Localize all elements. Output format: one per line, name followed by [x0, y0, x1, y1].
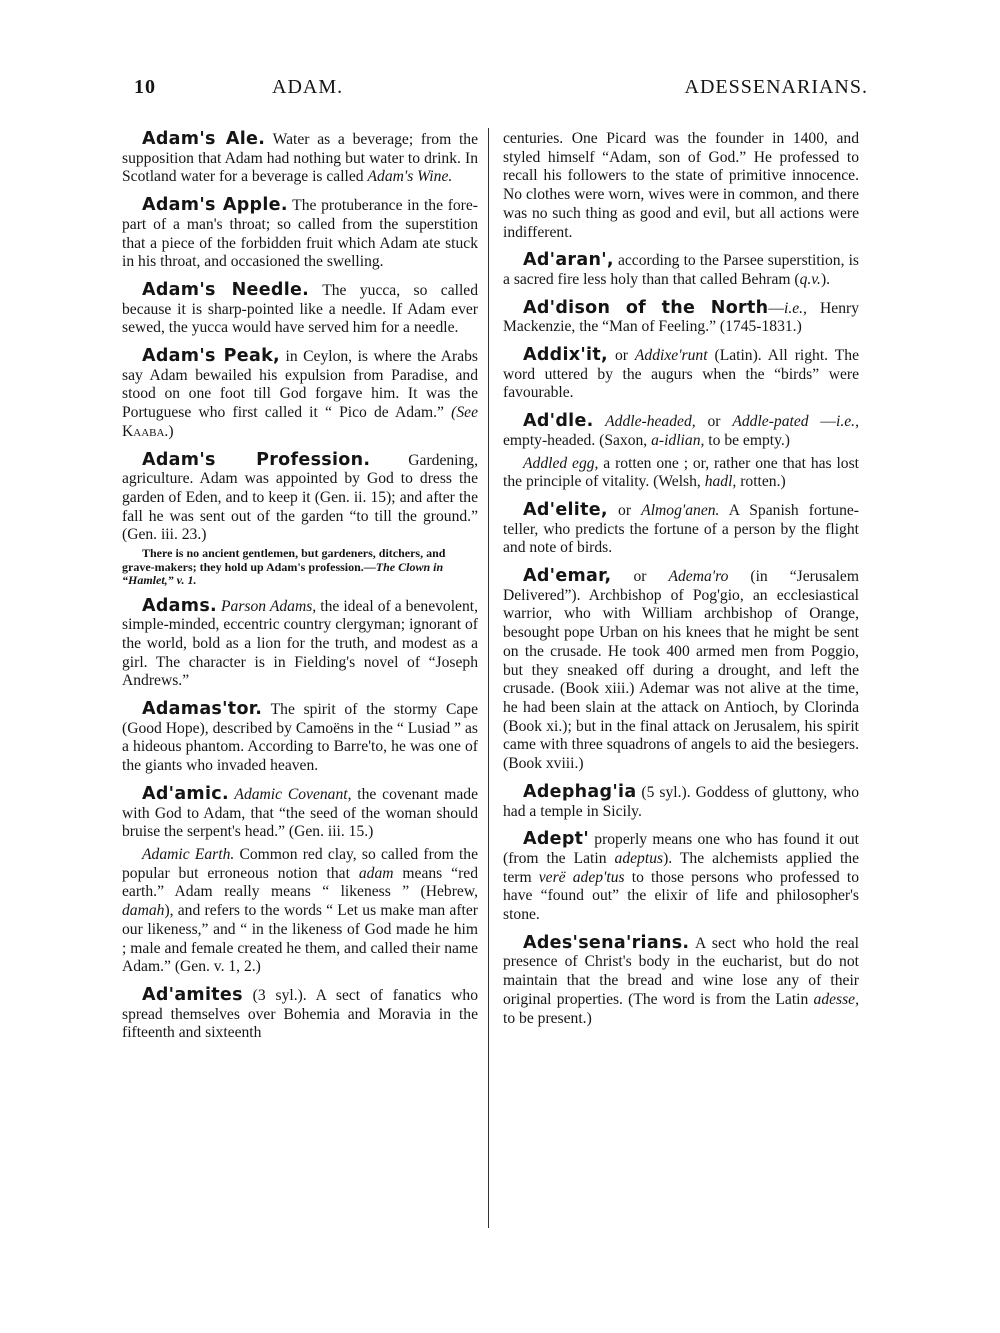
italic-term: Adamic Earth.	[142, 846, 235, 863]
headword: Adam's Profession.	[142, 449, 371, 470]
headword: Adamas'tor.	[142, 699, 263, 720]
definition: Henry Mackenzie, the “Man of Feeling.” (1745-1831.)	[503, 299, 859, 336]
headword: Adam's Apple.	[142, 195, 288, 216]
definition: (Latin). All right. The word uttered by the augurs when the “birds” were favourable.	[503, 347, 859, 402]
headword: Ad'emar,	[523, 566, 612, 587]
right-column	[503, 130, 859, 1235]
headword: Ad'aran',	[523, 250, 614, 271]
definition: a rotten one ; or, rather one that has lost the principle of vitality. (Welsh,	[503, 454, 859, 491]
definition: in Ceylon, is where the Arabs say Adam bewailed his expulsion from Paradise, and stood on one foot till God forgave him. It was the Portuguese who first called it “ Pico de Adam.”	[122, 348, 478, 422]
quote-source: The Clown in “Hamlet,” v. 1.	[122, 559, 444, 588]
entry-adephagia	[503, 783, 859, 821]
definition: (3 syl.). A sect of fanatics who spread themselves over Bohemia and Moravia in the fifteenth and sixteenth	[122, 986, 478, 1042]
definition: The spirit of the stormy Cape (Good Hope), described by Camoëns in the “ Lusiad ” as a hideous phantom. According to Barre'to, he was one of the giants who invaded heaven.	[122, 701, 478, 775]
headword: Adept'	[523, 829, 589, 850]
entry-adams-apple	[122, 196, 478, 272]
cross-reference: Kaaba.)	[122, 422, 174, 440]
definition: or	[607, 347, 635, 365]
entry-adamites-continued	[503, 130, 859, 242]
headword: Addix'it,	[523, 345, 608, 366]
see-reference: (See	[451, 404, 478, 422]
entry-addixit	[503, 346, 859, 403]
italic-term: a-idlian,	[651, 431, 705, 449]
left-guide-word: ADAM.	[272, 76, 344, 98]
italic-term: Addle-headed,	[593, 413, 696, 431]
italic-term: Parson Adams,	[216, 597, 317, 615]
definition: —	[808, 413, 837, 431]
headword: Ad'amic.	[142, 783, 229, 804]
headword: Adam's Needle.	[142, 279, 310, 300]
headword: Ad'amites	[142, 984, 243, 1005]
headword: Adam's Ale.	[142, 130, 266, 149]
definition: properly means one who has found it out (from the Latin	[503, 831, 859, 867]
definition: to those persons who professed to have “found out” the elixir of life and philosopher's stone.	[503, 868, 859, 924]
italic-term: damah	[122, 902, 165, 920]
definition: Common red clay, so called from the popular but erroneous notion that	[122, 846, 478, 882]
headword: Adams.	[142, 595, 217, 616]
right-guide-word: ADESSENARIANS.	[684, 76, 868, 98]
entry-adams	[122, 597, 478, 692]
definition: Gardening, agriculture. Adam was appointed by God to dress the garden of Eden, and to keep it (Gen. ii. 15); and after the fall he was sent out of the garden “to till the ground.” (Gen. iii. 23.)	[122, 451, 478, 544]
italic-term: Adam's Wine.	[367, 168, 453, 186]
definition: (5 syl.). Goddess of gluttony, who had a temple in Sicily.	[503, 783, 859, 820]
definition: the ideal of a benevolent, simple-minded, eccentric country clergyman; ignorant of the world, bold as a lion for the truth, and modest as a girl. The character is in Fielding's novel of “Joseph Andrews.”	[122, 597, 478, 690]
italic-term: adesse,	[813, 990, 859, 1008]
entry-adams-profession	[122, 451, 478, 546]
italic-term: Addixe'runt	[634, 347, 708, 365]
definition: or	[695, 413, 733, 431]
italic-term: adam	[358, 864, 394, 882]
headword: Adam's Peak,	[142, 346, 280, 367]
entry-adams-peak	[122, 347, 478, 442]
entry-adams-needle	[122, 281, 478, 338]
quotation	[122, 547, 478, 588]
italic-term: Adema'ro	[668, 568, 729, 586]
sub-entry-addled-egg	[503, 455, 859, 492]
definition: means “red earth.” Adam really means “ likeness ” (Hebrew,	[122, 864, 478, 901]
headword: Adephag'ia	[523, 781, 637, 802]
entry-adaran	[503, 251, 859, 289]
quote-text: There is no ancient gentlemen, but gardeners, ditchers, and grave-makers; they hold up Adam's profession.—	[122, 546, 446, 574]
italic-term: adeptus	[614, 849, 664, 867]
definition: to be present.)	[503, 1009, 592, 1027]
page-number: 10	[134, 76, 156, 98]
running-head	[120, 76, 868, 106]
definition: to be empty.)	[704, 431, 790, 449]
italic-term: Addle-pated	[732, 413, 809, 431]
italic-term: i.e.,	[784, 299, 807, 317]
sub-entry-adamic-earth	[122, 846, 478, 977]
definition-tail: ).	[820, 270, 831, 288]
column-divider	[488, 128, 489, 1228]
entry-adessenarians	[503, 934, 859, 1029]
italic-term: Almog'anen.	[641, 501, 720, 519]
definition: centuries. One Picard was the founder in 1400, and styled himself “Adam, son of God.” He professed to recall his followers to the state of primitive innocence. No clothes were worn, wives were in common, and there was no such thing as good and evil, but all actions were indifferent.	[503, 130, 859, 241]
entry-addison	[503, 299, 859, 337]
headword: Ad'dison of the North	[523, 297, 769, 318]
definition: A Spanish fortune-teller, who predicts the fortune of a person by the flight and note of birds.	[503, 501, 859, 557]
italic-term: Adamic Covenant,	[228, 785, 352, 803]
headword: Ades'sena'rians.	[523, 932, 690, 953]
headword: Ad'elite,	[523, 499, 608, 520]
entry-adamastor	[122, 700, 478, 776]
headword: Ad'dle.	[523, 411, 594, 432]
entry-ademar	[503, 567, 859, 774]
entry-adams-ale	[122, 130, 478, 187]
dash: —	[768, 299, 784, 317]
definition: or	[611, 568, 669, 586]
definition: or	[607, 501, 642, 519]
entry-addle	[503, 412, 859, 450]
definition: the covenant made with God to Adam, that “the seed of the woman should bruise the serpent's head.” (Gen. iii. 15.)	[122, 785, 478, 841]
italic-term: i.e.,	[836, 413, 859, 431]
entry-adept	[503, 830, 859, 925]
italic-term: q.v.	[799, 270, 821, 288]
entry-adamic	[122, 785, 478, 842]
definition: ), and refers to the words “ Let us make man after our likeness,” and “ in the likeness of God made he him ; male and female created he them, and called their name Adam.” (Gen. v. 1, 2.)	[122, 902, 478, 976]
italic-term: hadl,	[704, 473, 737, 491]
italic-term: Addled egg,	[523, 454, 599, 472]
italic-term: verë adep'tus	[538, 868, 625, 886]
definition: (in “Jerusalem Delivered”). Archbishop of Pog'gio, an ecclesiastical warrior, who with William archbishop of Orange, besought pope Urban on his knees that he might be sent on the crusade. He took 400 armed men from Poggio, but they sneaked off during a drought, and left the crusade. (Book xiii.) Ademar was not alive at the time, he had been slain at the attack on Antioch, by Clorinda (Book xi.); but in the final attack on Jerusalem, his spirit came with three squadrons of angels to aid the besiegers. (Book xviii.)	[503, 568, 859, 773]
definition: A sect who hold the real presence of Christ's body in the eucharist, but do not maintain that the bread and wine lose any of their original properties. (The word is from the Latin	[503, 934, 859, 1008]
entry-adelite	[503, 501, 859, 558]
definition: ). The alchemists applied the term	[503, 849, 859, 886]
definition: empty-headed. (Saxon,	[503, 431, 652, 449]
entry-adamites	[122, 986, 478, 1043]
left-column	[122, 130, 478, 1235]
definition: according to the Parsee superstition, is a sacred fire less holy than that called Behram (	[503, 252, 859, 288]
definition: Water as a beverage; from the supposition that Adam had nothing but water to drink. In Scotland water for a beverage is called	[122, 131, 478, 186]
definition: The yucca, so called because it is sharp-pointed like a needle. If Adam ever sewed, the yucca would have served him for a needle.	[122, 281, 478, 337]
definition: The protuberance in the fore-part of a man's throat; so called from the superstition that a piece of the forbidden fruit which Adam ate stuck in his throat, and occasioned the swelling.	[122, 197, 478, 271]
definition: rotten.)	[736, 473, 786, 491]
